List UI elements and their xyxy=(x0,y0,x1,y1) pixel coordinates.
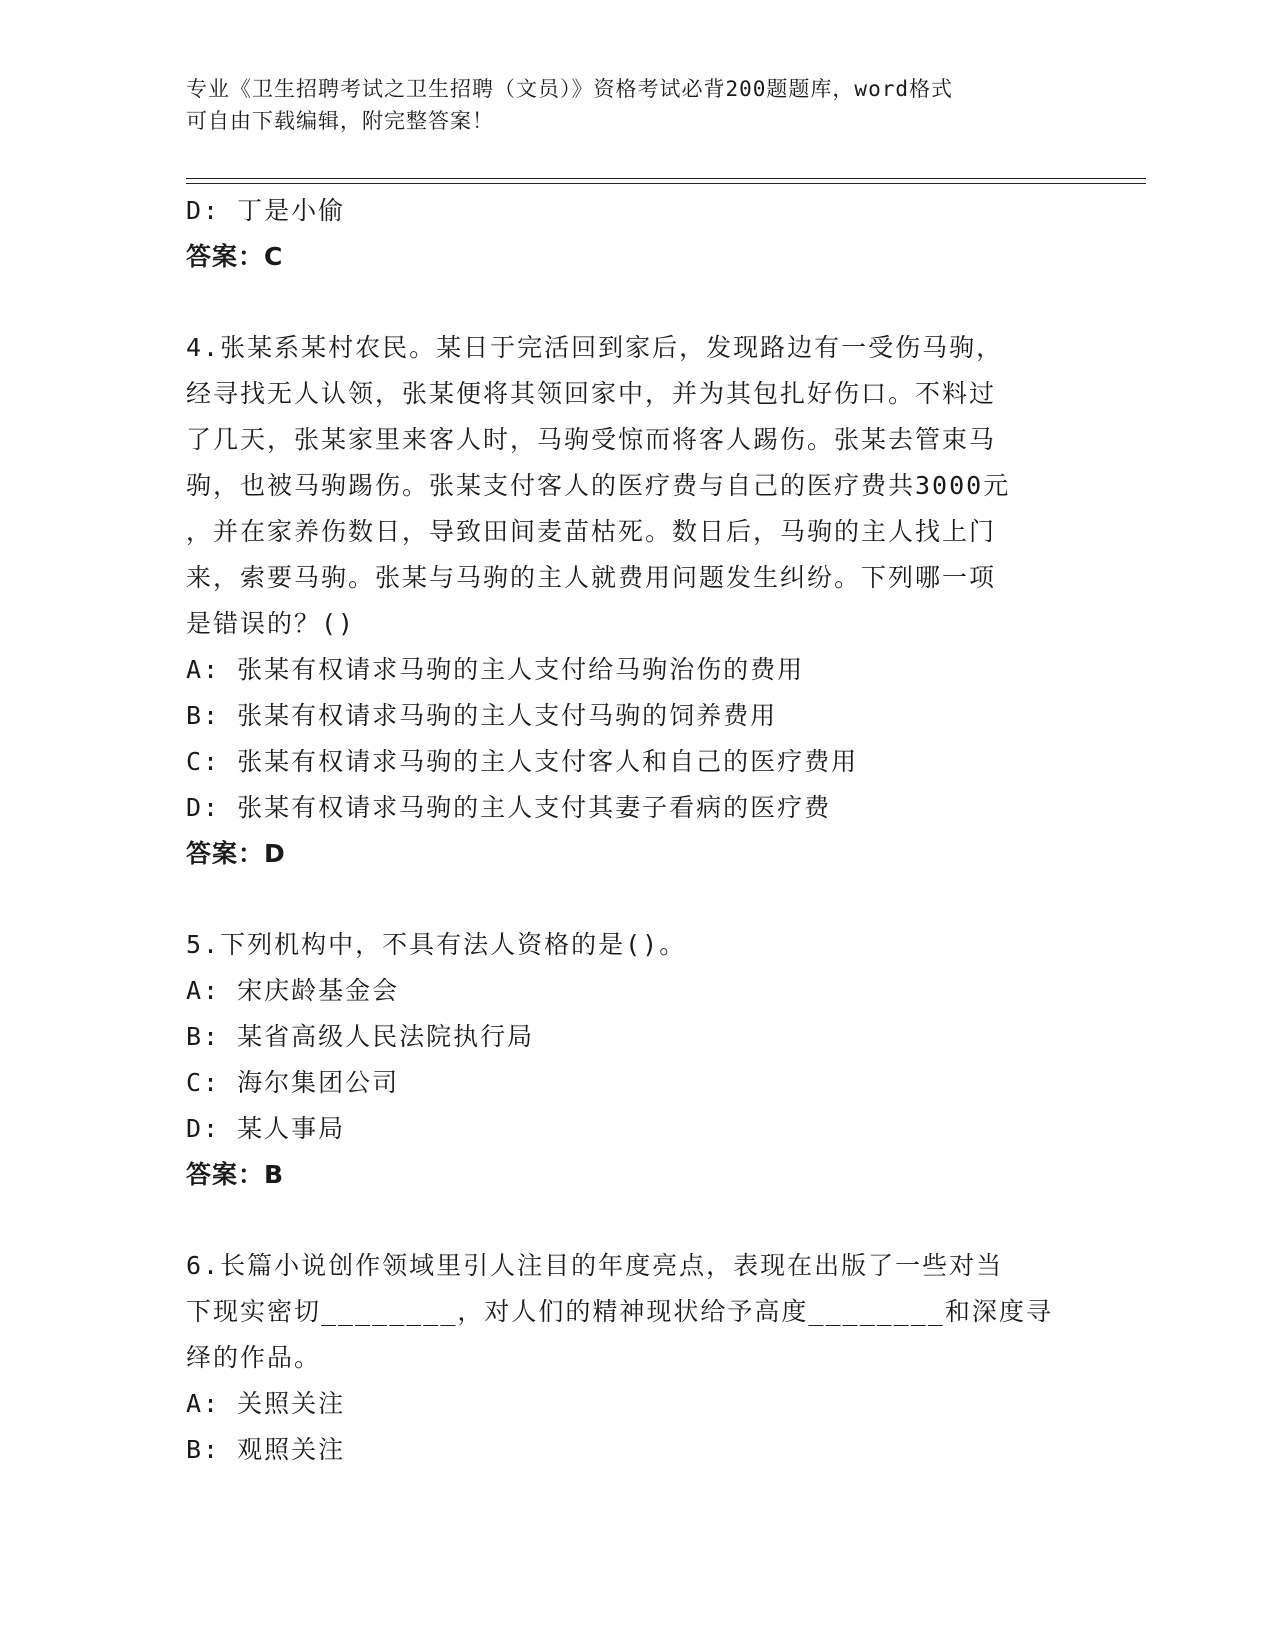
option-a: A: 宋庆龄基金会 xyxy=(186,976,400,1005)
option-d: D: 丁是小偷 xyxy=(186,196,346,225)
option-c: C: 海尔集团公司 xyxy=(186,1068,400,1097)
question-4 xyxy=(186,325,1086,877)
question-stem-line: ，并在家养伤数日，导致田间麦苗枯死。数日后，马驹的主人找上门 xyxy=(186,517,997,546)
header-line-1: 专业《卫生招聘考试之卫生招聘（文员）》资格考试必背200题题库，word格式 xyxy=(186,77,953,101)
answer-label: 答案：C xyxy=(186,242,284,271)
option-b: B: 某省高级人民法院执行局 xyxy=(186,1022,535,1051)
question-stem-line: 绎的作品。 xyxy=(186,1343,322,1372)
question-list xyxy=(186,188,1086,1473)
question-stem-line: 下现实密切________，对人们的精神现状给予高度________和深度寻 xyxy=(186,1297,1053,1326)
header-line-2: 可自由下载编辑，附完整答案！ xyxy=(186,109,494,133)
question-stem-line: 经寻找无人认领，张某便将其领回家中，并为其包扎好伤口。不料过 xyxy=(186,379,997,408)
option-c: C: 张某有权请求马驹的主人支付客人和自己的医疗费用 xyxy=(186,747,859,776)
header-divider-bottom xyxy=(186,183,1146,184)
question-stem-line: 4.张某系某村农民。某日于完活回到家后，发现路边有一受伤马驹， xyxy=(186,333,1004,362)
option-b: B: 观照关注 xyxy=(186,1435,346,1464)
option-d: D: 某人事局 xyxy=(186,1114,346,1143)
option-a: A: 张某有权请求马驹的主人支付给马驹治伤的费用 xyxy=(186,655,805,684)
question-stem-line: 了几天，张某家里来客人时，马驹受惊而将客人踢伤。张某去管束马 xyxy=(186,425,997,454)
question-stem-line: 来，索要马驹。张某与马驹的主人就费用问题发生纠纷。下列哪一项 xyxy=(186,563,997,592)
option-b: B: 张某有权请求马驹的主人支付马驹的饲养费用 xyxy=(186,701,778,730)
question-stem-line: 5.下列机构中，不具有法人资格的是()。 xyxy=(186,930,687,959)
document-header xyxy=(186,73,1086,137)
option-d: D: 张某有权请求马驹的主人支付其妻子看病的医疗费 xyxy=(186,793,832,822)
answer-label: 答案：D xyxy=(186,839,286,868)
question-5 xyxy=(186,922,1086,1198)
option-a: A: 关照关注 xyxy=(186,1389,346,1418)
question-3-tail xyxy=(186,188,1086,280)
question-6 xyxy=(186,1243,1086,1473)
answer-label: 答案：B xyxy=(186,1160,285,1189)
question-stem-line: 6.长篇小说创作领域里引人注目的年度亮点，表现在出版了一些对当 xyxy=(186,1251,1004,1280)
header-divider-top xyxy=(186,178,1146,179)
question-stem-line: 是错误的？() xyxy=(186,609,356,638)
question-stem-line: 驹，也被马驹踢伤。张某支付客人的医疗费与自己的医疗费共3000元 xyxy=(186,471,1011,500)
